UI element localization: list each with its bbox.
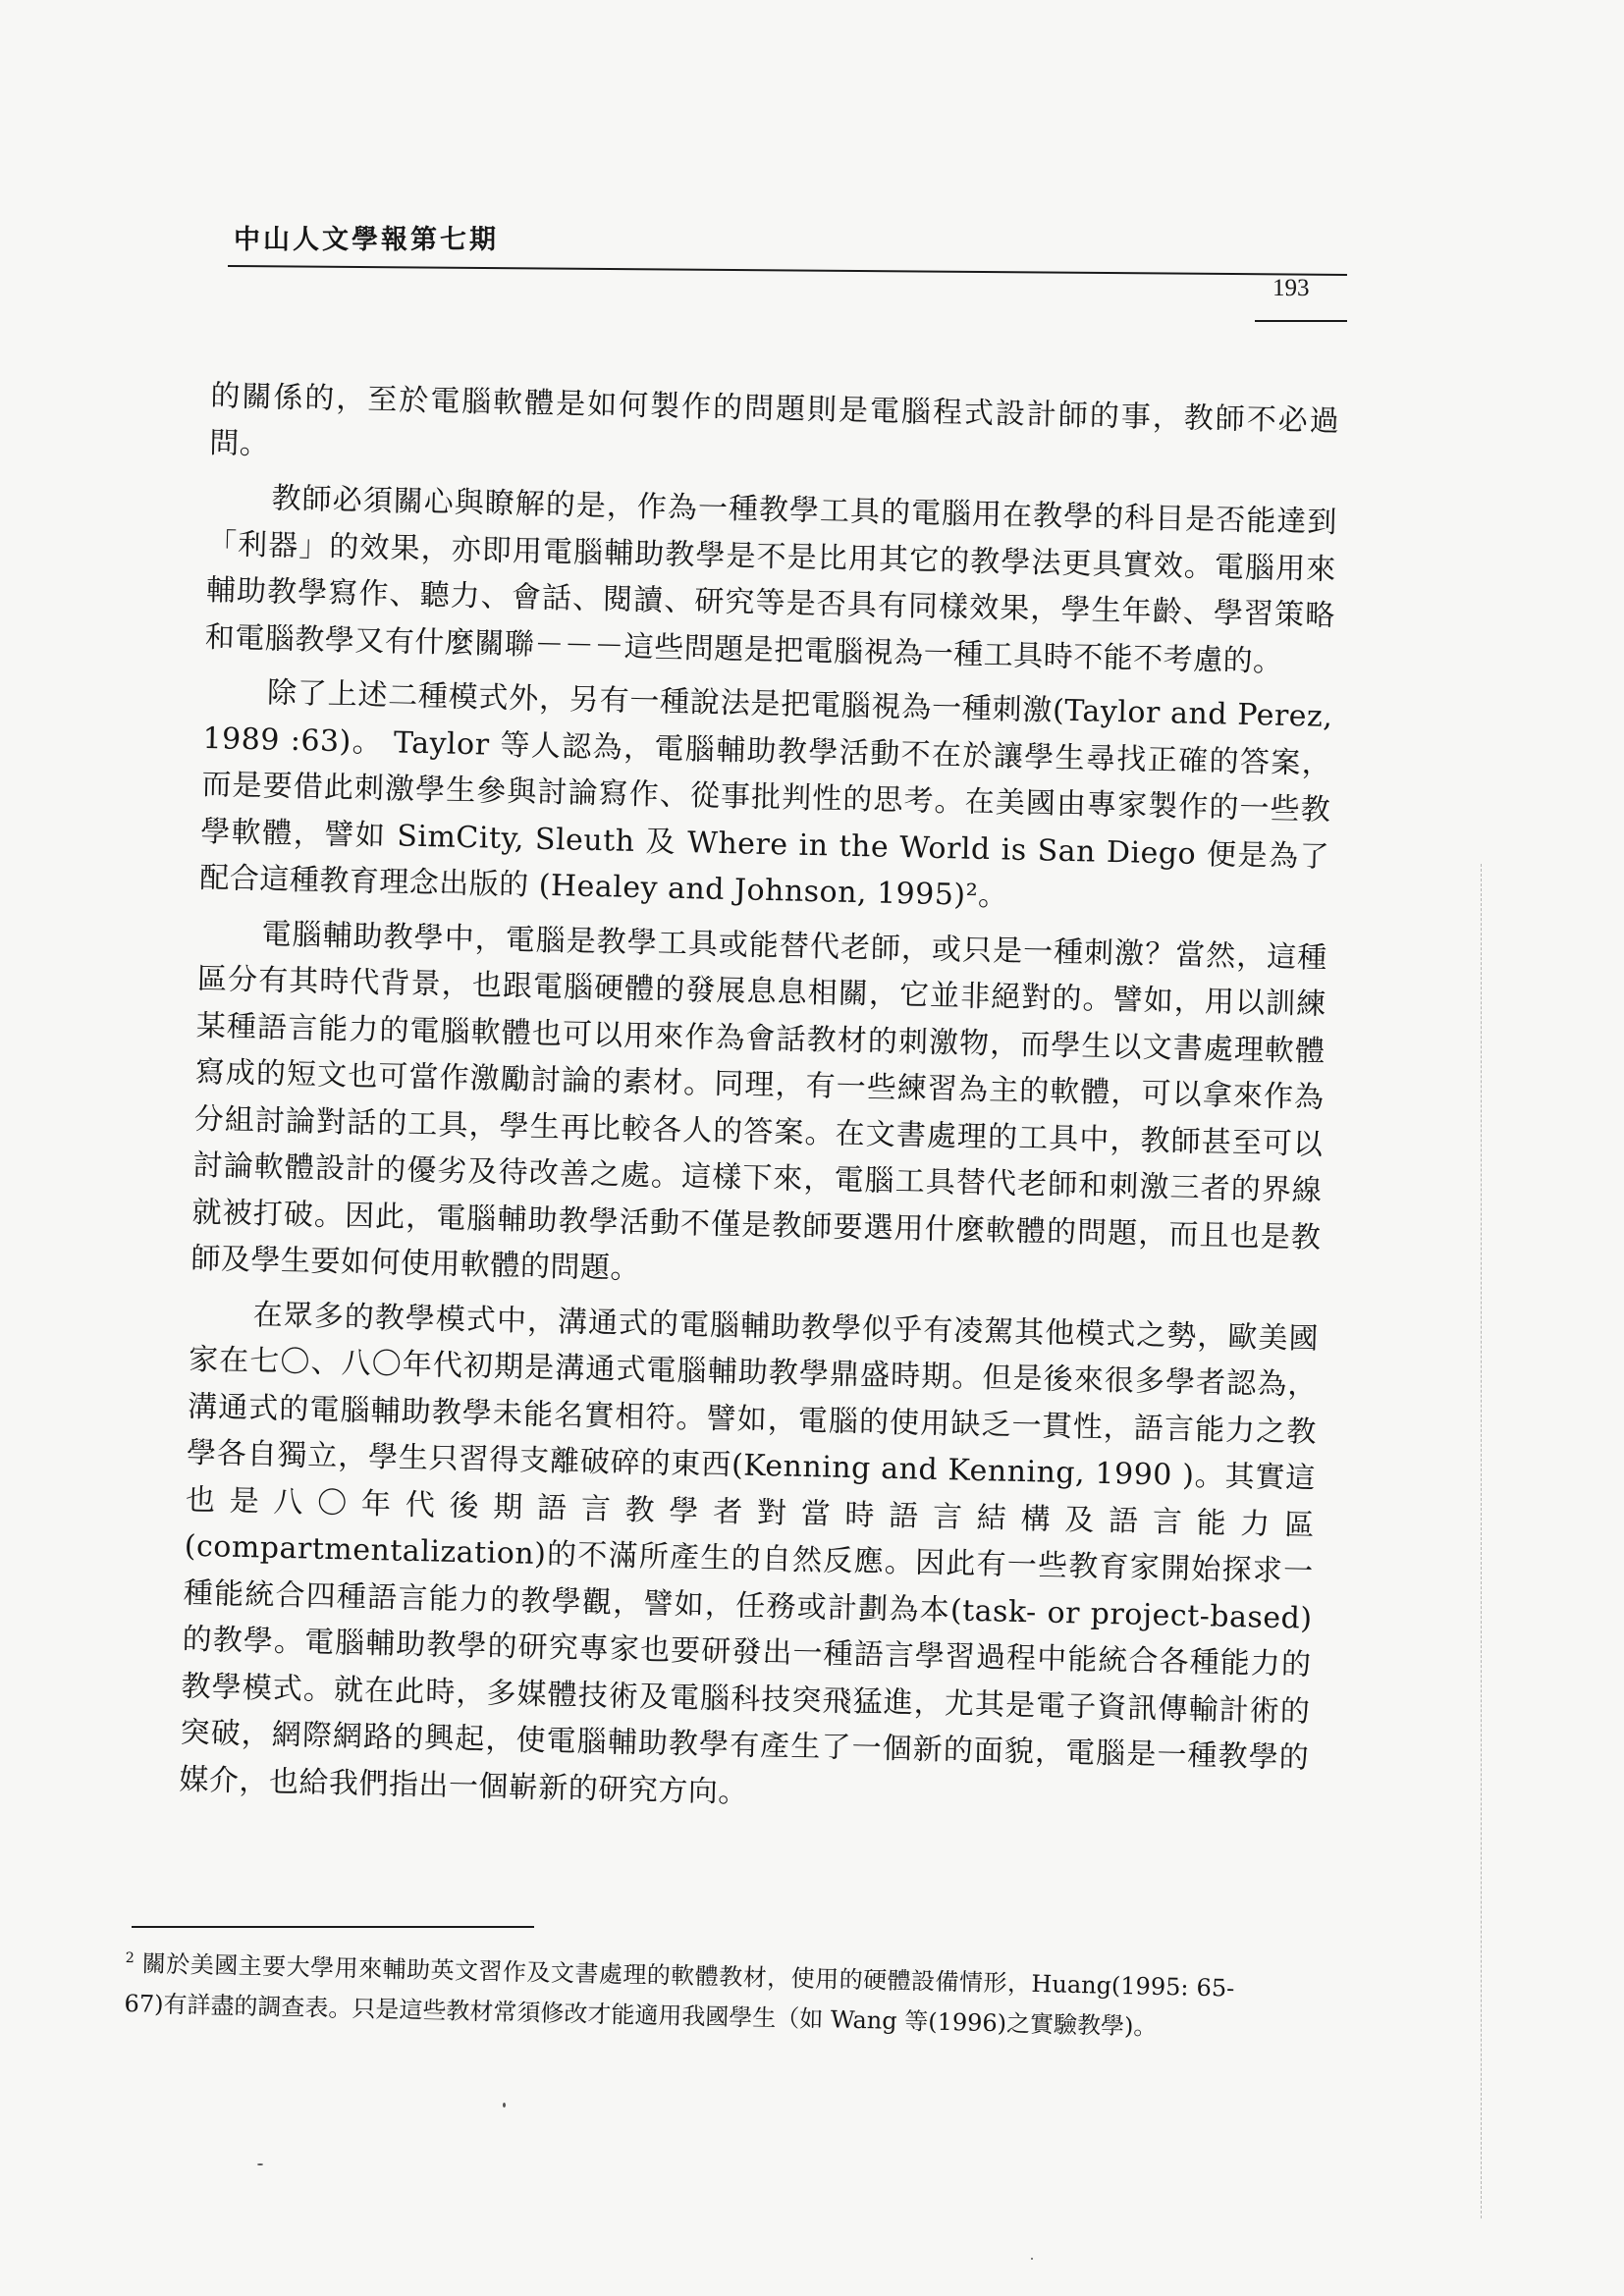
paragraph: 的關係的，至於電腦軟體是如何製作的問題則是電腦程式設計師的事，教師不必過問。 [208,378,1340,461]
scan-speck [1031,2258,1033,2260]
journal-title: 中山人文學報第七期 [234,225,499,255]
body-text [179,373,1340,1837]
footnote-rule [132,1926,534,1928]
scan-speck [257,2163,263,2165]
scan-edge-line [1481,864,1482,2218]
paragraph: 除了上述二種模式外，另有一種說法是把電腦視為一種刺激(Taylor and Perez, 1989 :63)。 Taylor 等人認為，電腦輔助教學活動不在於讓學生尋找正確的答案，而是要借此刺激學生參與討論寫作、從事批判性的思考。在美國由專家製作的一些教學軟體，譬如 SimCity, Sleuth 及 Where in the World is San Diego 便是為了配合這種教育理念出版的 (Healey and Johnson, 1995)²。 [198,675,1333,914]
footnote [124,1944,1235,2050]
page-number: 193 [1272,275,1310,301]
footnote-marker: 2 [125,1949,135,1967]
paragraph: 在眾多的教學模式中，溝通式的電腦輔助教學似乎有凌駕其他模式之勢，歐美國家在七〇、八〇年代初期是溝通式電腦輔助教學鼎盛時期。但是後來很多學者認為，溝通式的電腦輔助教學未能名實相符。譬如，電腦的使用缺乏一貫性，語言能力之教學各自獨立，學生只習得支離破碎的東西(Kenning and Kenning, 1990 )。其實這也是八〇年代後期語言教學者對當時語言結構及語言能力區(compartmentalization)的不滿所產生的自然反應。因此有一些教育家開始探求一種能統合四種語言能力的教學觀，譬如，任務或計劃為本(task- or project-based)的教學。電腦輔助教學的研究專家也要研發出一種語言學習過程中能統合各種能力的教學模式。就在此時，多媒體技術及電腦科技突飛猛進，尤其是電子資訊傳輸計術的突破，網際網路的興起，使電腦輔助教學有產生了一個新的面貌，電腦是一種教學的媒介，也給我們指出一個嶄新的研究方向。 [179,1297,1320,1810]
scan-speck [503,2103,506,2108]
paragraph: 電腦輔助教學中，電腦是教學工具或能替代老師，或只是一種刺激？當然，這種區分有其時代背景，也跟電腦硬體的發展息息相關，它並非絕對的。譬如，用以訓練某種語言能力的電腦軟體也可以用來作為會話教材的刺激物，而學生以文書處理軟體寫成的短文也可當作激勵討論的素材。同理，有一些練習為主的軟體，可以拿來作為分組討論對話的工具，學生再比較各人的答案。在文書處理的工具中，教師甚至可以討論軟體設計的優劣及待改善之處。這樣下來，電腦工具替代老師和刺激三者的界線就被打破。因此，電腦輔助教學活動不僅是教師要選用什麼軟體的問題，而且也是教師及學生要如何使用軟體的問題。 [190,916,1328,1287]
paragraph: 教師必須關心與瞭解的是，作為一種教學工具的電腦用在教學的科目是否能達到「利器」的效果，亦即用電腦輔助教學是不是比用其它的教學法更具實效。電腦用來輔助教學寫作、聽力、會話、閱讀、研究等是否具有同樣效果，學生年齡、學習策略和電腦教學又有什麼關聯－－－這些問題是把電腦視為一種工具時不能不考慮的。 [204,481,1338,679]
header-rule [228,265,1347,276]
footnote-text: 關於美國主要大學用來輔助英文習作及文書處理的軟體教材，使用的硬體設備情形，Huang(1995: 65-67)有詳盡的調查表。只是這些教材常須修改才能適用我國學生（如 Wang 等(1996)之實驗教學)。 [124,1949,1235,2041]
page-number-rule [1255,320,1347,322]
